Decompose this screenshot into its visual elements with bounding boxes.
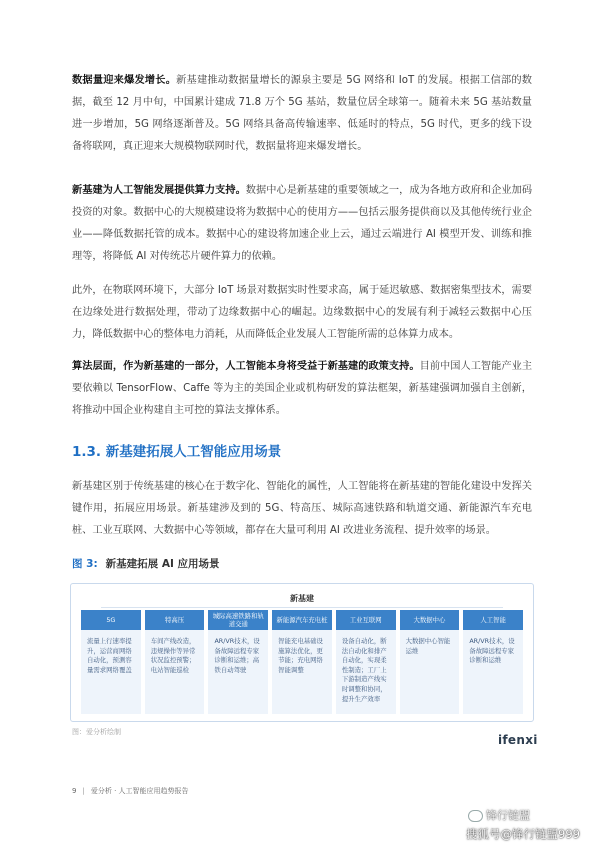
page-number: 9 xyxy=(72,787,77,795)
figure-label: 图 3: xyxy=(72,558,98,570)
footer-report-title: · 人工智能应用趋势报告 xyxy=(114,787,189,795)
diagram-column-5g xyxy=(81,610,141,714)
figure-caption xyxy=(72,556,220,571)
paragraph-edge-data-center xyxy=(72,280,532,346)
column-header: 工业互联网 xyxy=(336,610,396,630)
paragraph-application-scenarios xyxy=(72,476,532,542)
watermark-sohu: 搜狐号@锋行链盟999 xyxy=(466,827,580,841)
diagram-divider xyxy=(101,607,503,608)
paragraph-text: 新基建区别于传统基建的核心在于数字化、智能化的属性，人工智能将在新基建的智能化建设中发挥关键作用，拓展应用场景。新基建涉及到的 5G、特高压、城际高速铁路和轨道交通、新能源汽车充电桩、工业互联网、大数据中心等领域，都存在大量可利用 AI 改进业务流程、提升效率的场景。 xyxy=(72,481,532,536)
diagram-column-industrial-internet xyxy=(336,610,396,714)
column-body: 大数据中心智能运维 xyxy=(405,637,451,655)
figure-title: 新基建拓展 AI 应用场景 xyxy=(105,558,220,570)
column-body: AR/VR技术，设备故障远程专家诊断和运维；高铁自动驾驶 xyxy=(214,637,260,674)
paragraph-data-growth xyxy=(72,70,532,158)
diagram-column-railway xyxy=(208,610,268,714)
column-header: 大数据中心 xyxy=(400,610,460,630)
column-body: 智能充电基础设施算法优化，更节能；充电网络智能调整 xyxy=(278,637,323,674)
paragraph-text: 新基建推动数据量增长的源泉主要是 5G 网络和 IoT 的发展。根据工信部的数据，截至 12 月中旬，中国累计建成 71.8 万个 5G 基站，数量位居全球第一。随着未来 5G 基站数量进一步增加，5G 网络逐渐普及。5G 网络具备高传输速率、低延时的特点，5G 时代，更多的线下设备将联网，真正迎来大规模物联网时代，数据量将迎来爆发增长。 xyxy=(72,75,532,152)
diagram-columns xyxy=(81,610,523,714)
diagram-column-ai xyxy=(463,610,523,714)
column-header: 人工智能 xyxy=(463,610,523,630)
column-body: AR/VR技术，设备故障远程专家诊断和运维 xyxy=(469,637,515,665)
column-body: 流量上行速率提升，运营商网络自动化，预测容量需求网络覆盖 xyxy=(87,637,132,674)
column-header: 5G xyxy=(81,610,141,630)
section-title: 1.3. 新基建拓展人工智能应用场景 xyxy=(72,444,282,460)
column-header: 城际高速铁路和轨道交通 xyxy=(208,610,268,630)
column-body: 车间产线改造，违规操作等异常状况监控预警；电站智能巡检 xyxy=(150,637,196,674)
paragraph-algorithm xyxy=(72,356,532,422)
paragraph-text: 此外，在物联网环境下，大部分 IoT 场景对数据实时性要求高，属于延迟敏感、数据密集型技术，需要在边缘处进行数据处理，带动了边缘数据中心的崛起。边缘数据中心的发展有利于减轻云数据中心压力，降低数据中心的整体电力消耗，从而降低企业发展人工智能所需的总体算力成本。 xyxy=(72,285,532,340)
diagram-column-charging xyxy=(272,610,332,714)
column-body: 设备自动化，断法自动化和排产自动化，实现柔性制造；工厂上下游制造产线实时调整和协同，提升生产效率 xyxy=(341,637,387,703)
scenario-diagram xyxy=(70,583,534,722)
paragraph-text: 数据中心是新基建的重要领域之一，成为各地方政府和企业加码投资的对象。数据中心的大规模建设将为数据中心的使用方——包括云服务提供商以及其他传统行业企业——降低数据托管的成本。数据中心的建设将加速企业上云，通过云端进行 AI 模型开发、训练和推理等，将降低 AI 对传统芯片硬件算力的依赖。 xyxy=(72,185,533,262)
watermark-account xyxy=(468,807,530,823)
paragraph-lead: 数据量迎来爆发增长。 xyxy=(72,75,177,86)
column-header: 新能源汽车充电桩 xyxy=(272,610,332,630)
footer-separator: | xyxy=(82,787,85,795)
page-footer xyxy=(72,786,189,796)
ifenxi-logo: ifenxi xyxy=(498,733,538,747)
paragraph-compute-support xyxy=(72,180,532,268)
diagram-top-label: 新基建 xyxy=(290,594,314,603)
watermark-account-name: 锋行链盟 xyxy=(486,809,530,822)
figure-source: 图：爱分析绘制 xyxy=(72,728,121,736)
column-header: 特高压 xyxy=(145,610,205,630)
wechat-icon xyxy=(468,810,483,822)
paragraph-text: 目前中国人工智能产业主要依赖以 TensorFlow、Caffe 等为主的美国企业或机构研发的算法框架，新基建强调加强自主创新，将推动中国企业构建自主可控的算法支撑体系。 xyxy=(72,361,533,416)
paragraph-lead: 算法层面，作为新基建的一部分，人工智能本身将受益于新基建的政策支持。 xyxy=(72,361,420,372)
diagram-column-big-data-center xyxy=(400,610,460,714)
paragraph-lead: 新基建为人工智能发展提供算力支持。 xyxy=(72,185,246,196)
diagram-column-uhv xyxy=(145,610,205,714)
footer-brand: 爱分析 xyxy=(90,787,112,795)
